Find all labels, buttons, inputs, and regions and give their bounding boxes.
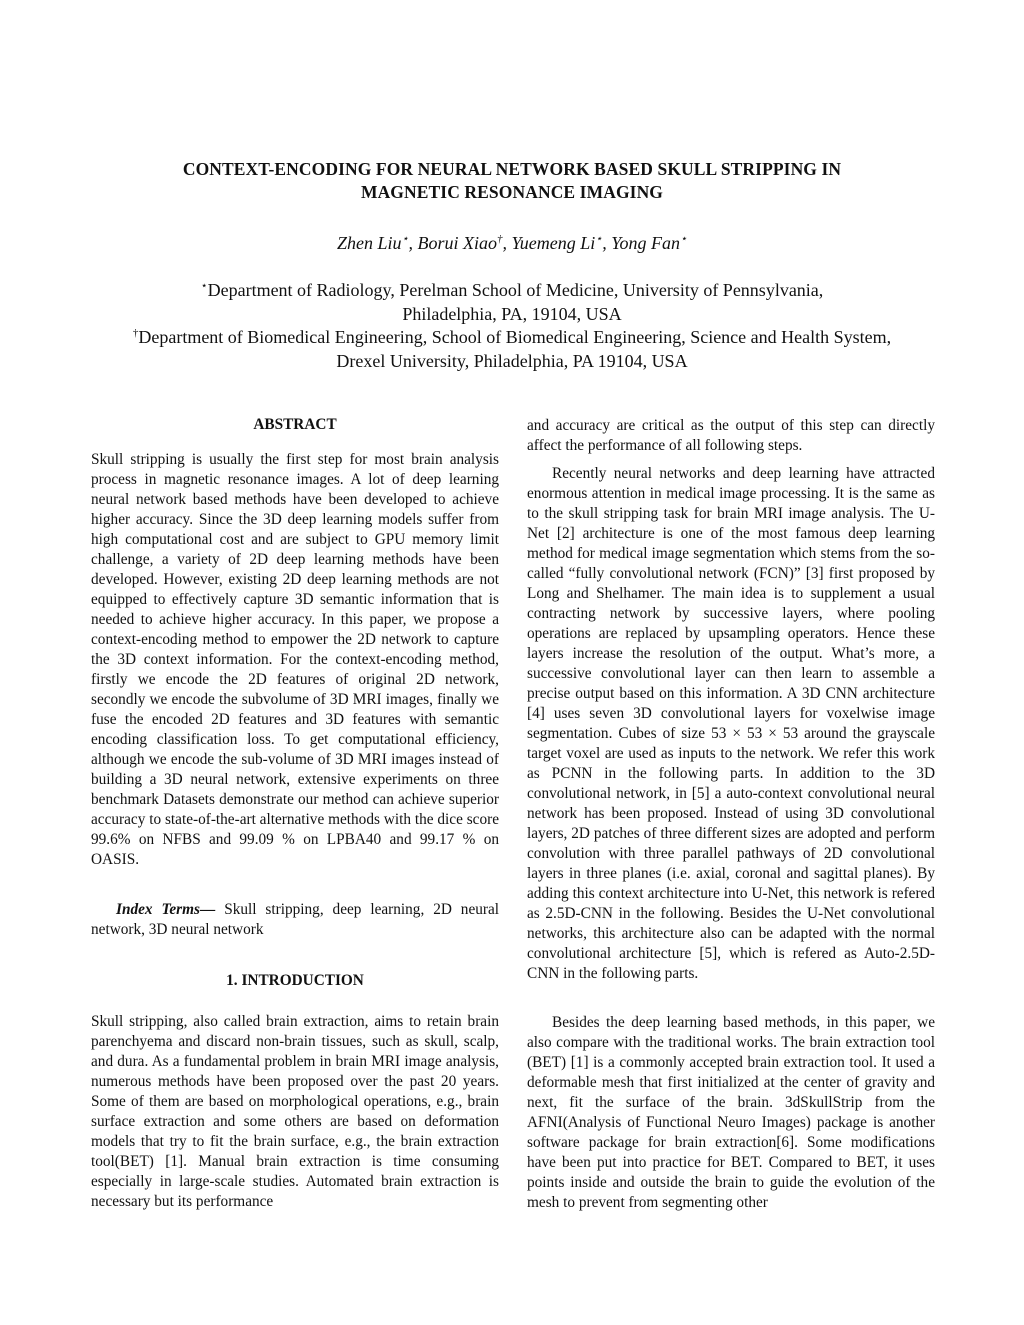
author-name: Yong Fan	[611, 233, 681, 253]
affiliation-mark: †	[132, 327, 139, 339]
intro-paragraph-2: Recently neural networks and deep learning have attracted enormous attention in medical image processing. It is the same as to the skull stripping task for brain MRI image analysis. The U-Net [2] architecture is one of the most famous deep learning method for medical image segmentation which stems from the so-called “fully convolutional network (FCN)” [3] first proposed by Long and Shelhamer. The main idea is to supplement a usual contracting network by successive layers, where pooling operations are replaced by upsampling operators. Hence these layers increase the resolution of the output. What’s more, a successive convolutional layer can then learn to assemble a precise output based on this information. A 3D CNN architecture [4] uses seven 3D convolutional layers for voxelwise image segmentation. Cubes of size 53 × 53 × 53 around the grayscale target voxel are used as inputs to the network. We refer this work as PCNN in the following parts. In addition to the 3D convolutional network, in [5] a auto-context convolutional neural network has been proposed. Instead of using 3D convolutional layers, 2D patches of three different sizes are adopted and perform convolution with three parallel pathways of 2D convolutional layers in three planes (i.e. axial, coronal and sagittal planes). By adding this context architecture into U-Net, this network is refered as 2.5D-CNN in the following. Besides the U-Net convolutional networks, this architecture also can be adapted with the normal convolutional architecture [5], which is refered as Auto-2.5D-CNN in the following parts.	[527, 465, 935, 982]
author-mark: ⋆	[595, 233, 603, 245]
affiliation-text: Department of Biomedical Engineering, School of Biomedical Engineering, Science and Health System,	[138, 327, 892, 347]
abstract-heading: ABSTRACT	[253, 416, 337, 433]
index-terms	[91, 900, 499, 940]
author-mark: ⋆	[401, 233, 409, 245]
paper-title	[100, 158, 924, 204]
author-name: Yuemeng Li	[511, 233, 596, 253]
author-name: Borui Xiao	[417, 233, 497, 253]
affiliation-line	[60, 279, 964, 303]
affiliation-mark: ⋆	[200, 280, 208, 292]
title-line-1: CONTEXT-ENCODING FOR NEURAL NETWORK BASED SKULL STRIPPING IN	[182, 159, 842, 179]
author-mark: †	[496, 233, 503, 245]
index-terms-text: Skull stripping, deep learning, 2D neural network, 3D neural network	[91, 901, 500, 938]
abstract-text: Skull stripping is usually the first step for most brain analysis process in magnetic resonance images. A lot of deep learning neural network based methods have been developed to achieve higher accuracy. Since the 3D deep learning models suffer from high computational cost and are subject to GPU memory limit challenge, a variety of 2D deep learning methods have been developed. However, existing 2D deep learning methods are not equipped to effectively capture 3D semantic information that is needed to achieve higher accuracy. In this paper, we propose a context-encoding method to empower the 2D network to capture the 3D context information. For the context-encoding method, firstly we encode the 2D features of original 2D network, secondly we encode the subvolume of 3D MRI images, finally we fuse the encoded 2D features and 3D features with semantic encoding classification loss. To get computational efficiency, although we encode the sub-volume of 3D MRI images instead of building a 3D neural network, extensive experiments on three benchmark Datasets demonstrate our method can achieve superior accuracy to state-of-the-art alternative methods with the dice score 99.6% on NFBS and 99.09 % on LPBA40 and 99.17 % on OASIS.	[91, 451, 499, 868]
title-line-2: MAGNETIC RESONANCE IMAGING	[360, 182, 664, 202]
intro-paragraph-1-continued: and accuracy are critical as the output of this step can directly affect the performance of all following steps.	[527, 417, 935, 454]
affiliation-line: Philadelphia, PA, 19104, USA	[402, 303, 622, 324]
author-list: Zhen Liu⋆, Borui Xiao†, Yuemeng Li⋆, Yong Fan⋆	[337, 233, 687, 253]
intro-paragraph-1: Skull stripping, also called brain extraction, aims to retain brain parenchyema and discard non-brain tissues, such as skull, scalp, and dura. As a fundamental problem in brain MRI image analysis, numerous methods have been proposed over the past 20 years. Some of them are based on morphological operations, e.g., brain surface extraction and some others are based on deformation models that try to fit the brain surface, e.g., the brain extraction tool(BET) [1]. Manual brain extraction is time consuming especially in large-scale studies. Automated brain extraction is necessary but its performance	[91, 1013, 499, 1210]
author-name: Zhen Liu	[337, 233, 402, 253]
index-terms-label: Index Terms—	[116, 901, 216, 918]
affiliation-text: Department of Radiology, Perelman School of Medicine, University of Pennsylvania,	[207, 280, 824, 300]
intro-paragraph-3: Besides the deep learning based methods, in this paper, we also compare with the traditional works. The brain extraction tool (BET) [1] is a commonly accepted brain extraction tool. It used a deformable mesh that first initialized at the center of gravity and next, fit the surface of the brain. 3dSkullStrip from the AFNI(Analysis of Functional Neuro Images) package is another software package for brain extraction[6]. Some modifications have been put into practice for BET. Compared to BET, it uses points inside and outside the brain to guide the evolution of the mesh to prevent from segmenting other	[527, 1014, 935, 1211]
author-mark: ⋆	[680, 233, 687, 245]
affiliation-line	[60, 326, 964, 350]
introduction-heading: 1. INTRODUCTION	[226, 972, 364, 989]
affiliations	[60, 279, 964, 373]
affiliation-line: Drexel University, Philadelphia, PA 19104, USA	[336, 350, 688, 371]
